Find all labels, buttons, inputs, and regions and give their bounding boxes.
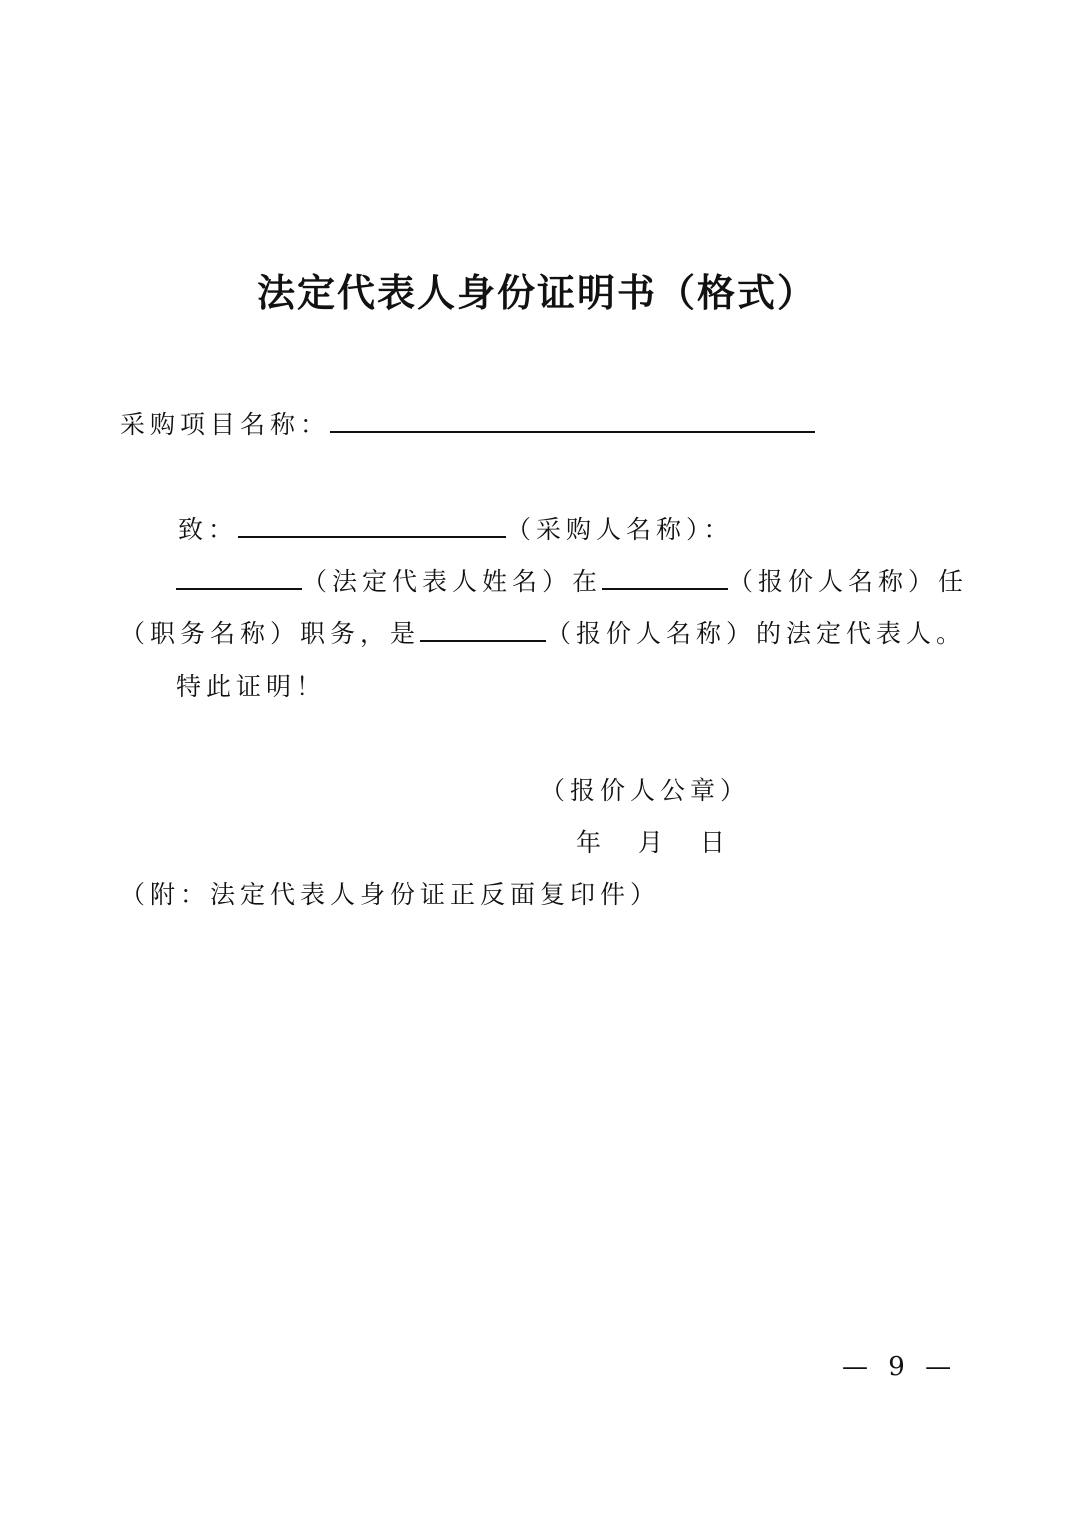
representative-row <box>176 562 968 598</box>
addressee-row <box>178 510 734 546</box>
representative-name-blank[interactable] <box>176 564 302 590</box>
representative-name-caption: （法定代表人姓名）在 <box>302 567 603 596</box>
project-name-blank[interactable] <box>330 407 815 433</box>
project-name-row <box>120 405 815 441</box>
bidder-seal: （报价人公章） <box>540 776 751 805</box>
project-name-label: 采购项目名称： <box>120 410 331 439</box>
position-row <box>120 614 966 650</box>
page-number: — 9 — <box>842 1352 958 1382</box>
attachment-note: （附：法定代表人身份证正反面复印件） <box>120 880 661 909</box>
position-caption: （职务名称）职务，是 <box>120 619 421 648</box>
bidder-name-blank-1[interactable] <box>602 564 728 590</box>
bidder-name-caption-2: （报价人名称）的法定代表人。 <box>546 619 967 648</box>
bidder-name-caption-1: （报价人名称）任 <box>728 567 969 596</box>
purchaser-name-blank[interactable] <box>238 512 506 538</box>
bidder-name-blank-2[interactable] <box>420 616 546 642</box>
date-line: 年 月 日 <box>576 828 732 857</box>
document-title: 法定代表人身份证明书（格式） <box>256 270 817 315</box>
hereby-certify: 特此证明！ <box>176 672 327 701</box>
addressee-suffix: （采购人名称）： <box>506 515 734 544</box>
addressee-prefix: 致： <box>178 515 239 544</box>
